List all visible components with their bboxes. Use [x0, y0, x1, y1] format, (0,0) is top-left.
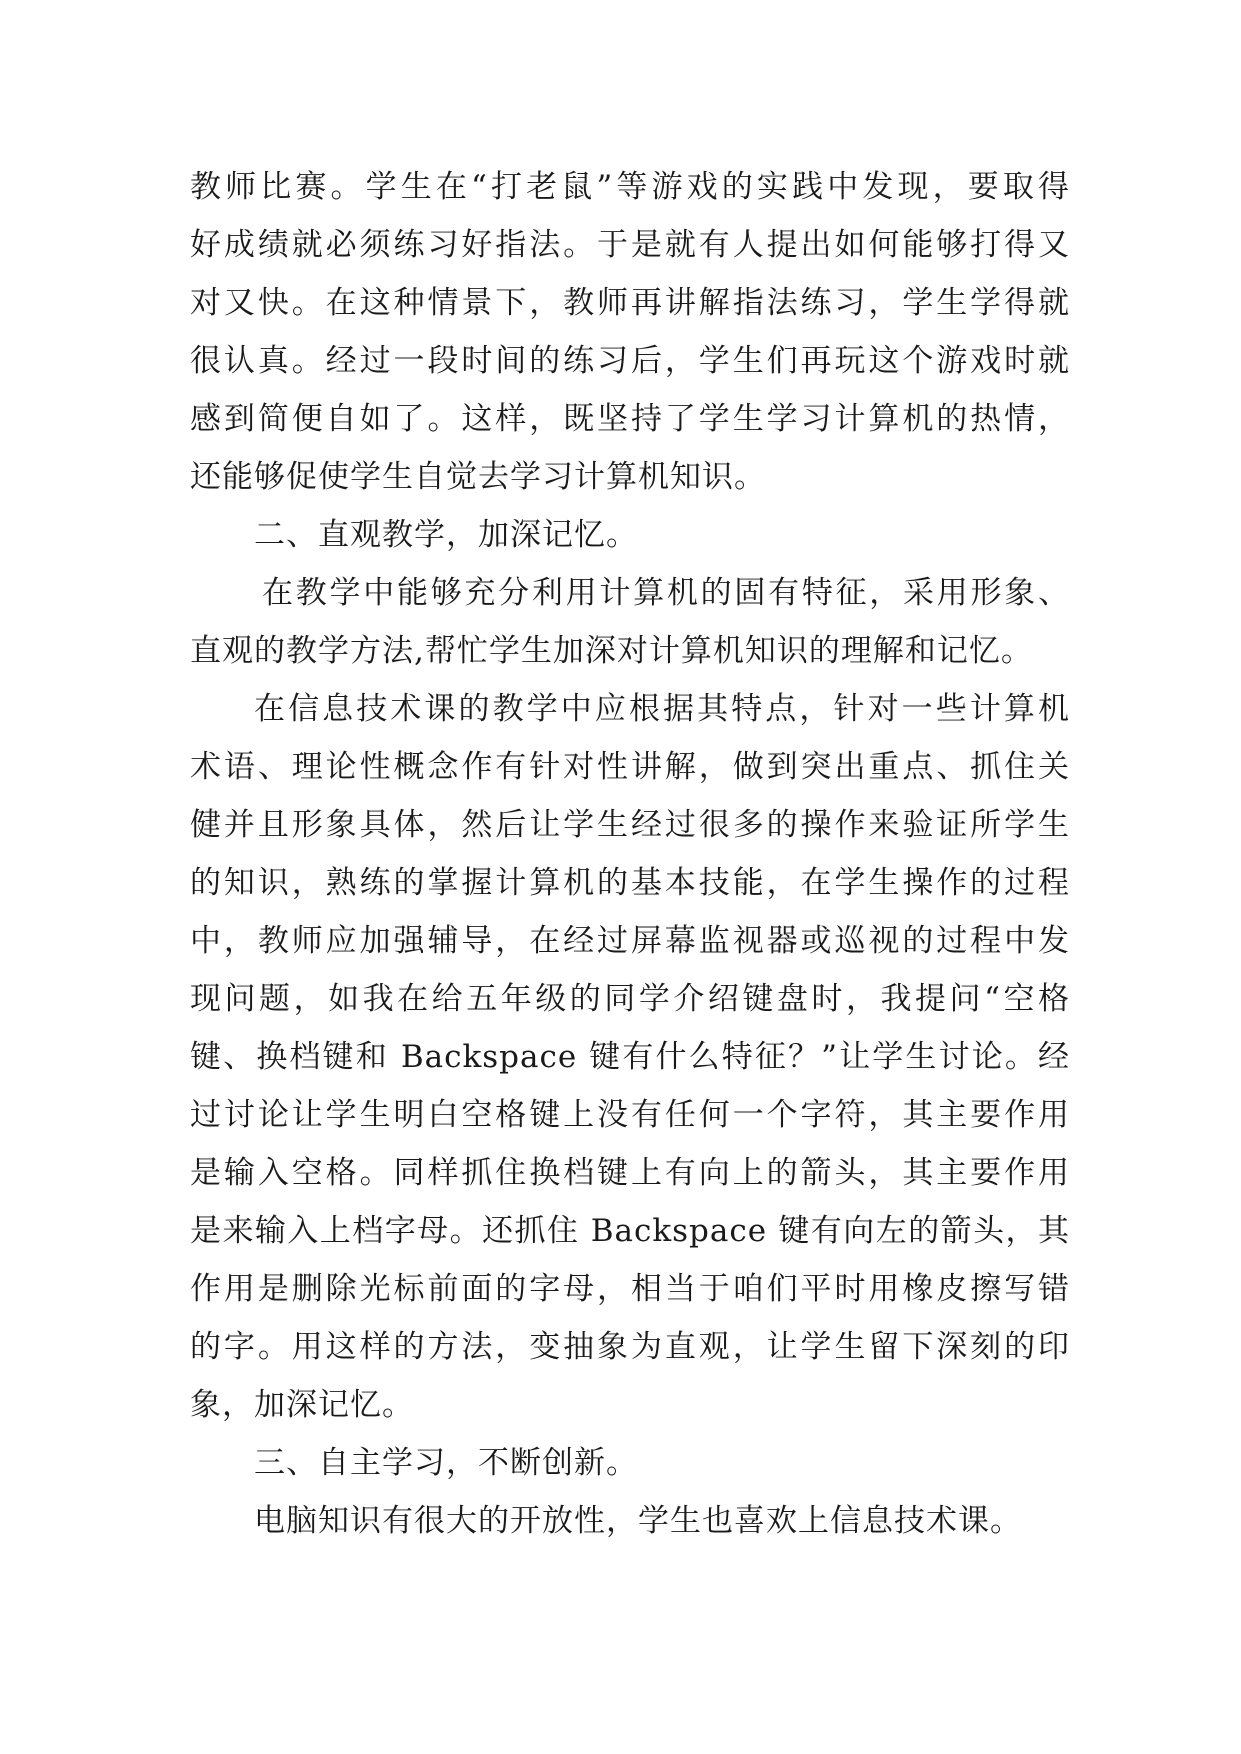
text-line: 教师比赛。学生在“打老鼠”等游戏的实践中发现，要取得 [190, 169, 1070, 205]
text-line: 电脑知识有很大的开放性，学生也喜欢上信息技术课。 [254, 1503, 1022, 1539]
text-line: 术语、理论性概念作有针对性讲解，做到突出重点、抓住关 [190, 749, 1070, 785]
text-line: 是输入空格。同样抓住换档键上有向上的箭头，其主要作用 [190, 1155, 1070, 1191]
text-line: 是来输入上档字母。还抓住 Backspace 键有向左的箭头，其 [190, 1213, 1070, 1249]
text-line: 健并且形象具体，然后让学生经过很多的操作来验证所学生 [190, 807, 1070, 843]
text-line: 好成绩就必须练习好指法。于是就有人提出如何能够打得又 [190, 227, 1070, 263]
text-line: 还能够促使学生自觉去学习计算机知识。 [190, 459, 766, 495]
text-line: 对又快。在这种情景下，教师再讲解指法练习，学生学得就 [190, 285, 1070, 321]
text-line: 的字。用这样的方法，变抽象为直观，让学生留下深刻的印 [190, 1329, 1070, 1365]
text-line: 作用是删除光标前面的字母，相当于咱们平时用橡皮擦写错 [190, 1271, 1070, 1307]
section-heading-3: 三、自主学习，不断创新。 [254, 1445, 638, 1481]
text-line: 中，教师应加强辅导，在经过屏幕监视器或巡视的过程中发 [190, 923, 1070, 959]
text-line: 象，加深记忆。 [190, 1387, 414, 1423]
text-line: 在教学中能够充分利用计算机的固有特征，采用形象、 [262, 575, 1070, 611]
section-heading-2: 二、直观教学，加深记忆。 [254, 517, 638, 553]
text-line: 在信息技术课的教学中应根据其特点，针对一些计算机 [254, 691, 1070, 727]
text-line: 很认真。经过一段时间的练习后，学生们再玩这个游戏时就 [190, 343, 1070, 379]
text-line: 直观的教学方法,帮忙学生加深对计算机知识的理解和记忆。 [190, 633, 1033, 669]
text-line: 过讨论让学生明白空格键上没有任何一个字符，其主要作用 [190, 1097, 1070, 1133]
text-line: 键、换档键和 Backspace 键有什么特征？”让学生讨论。经 [190, 1039, 1070, 1075]
text-line: 感到简便自如了。这样，既坚持了学生学习计算机的热情， [190, 401, 1070, 437]
text-line: 的知识，熟练的掌握计算机的基本技能，在学生操作的过程 [190, 865, 1070, 901]
document-body [190, 158, 1070, 1550]
text-line: 现问题，如我在给五年级的同学介绍键盘时，我提问“空格 [190, 981, 1070, 1017]
